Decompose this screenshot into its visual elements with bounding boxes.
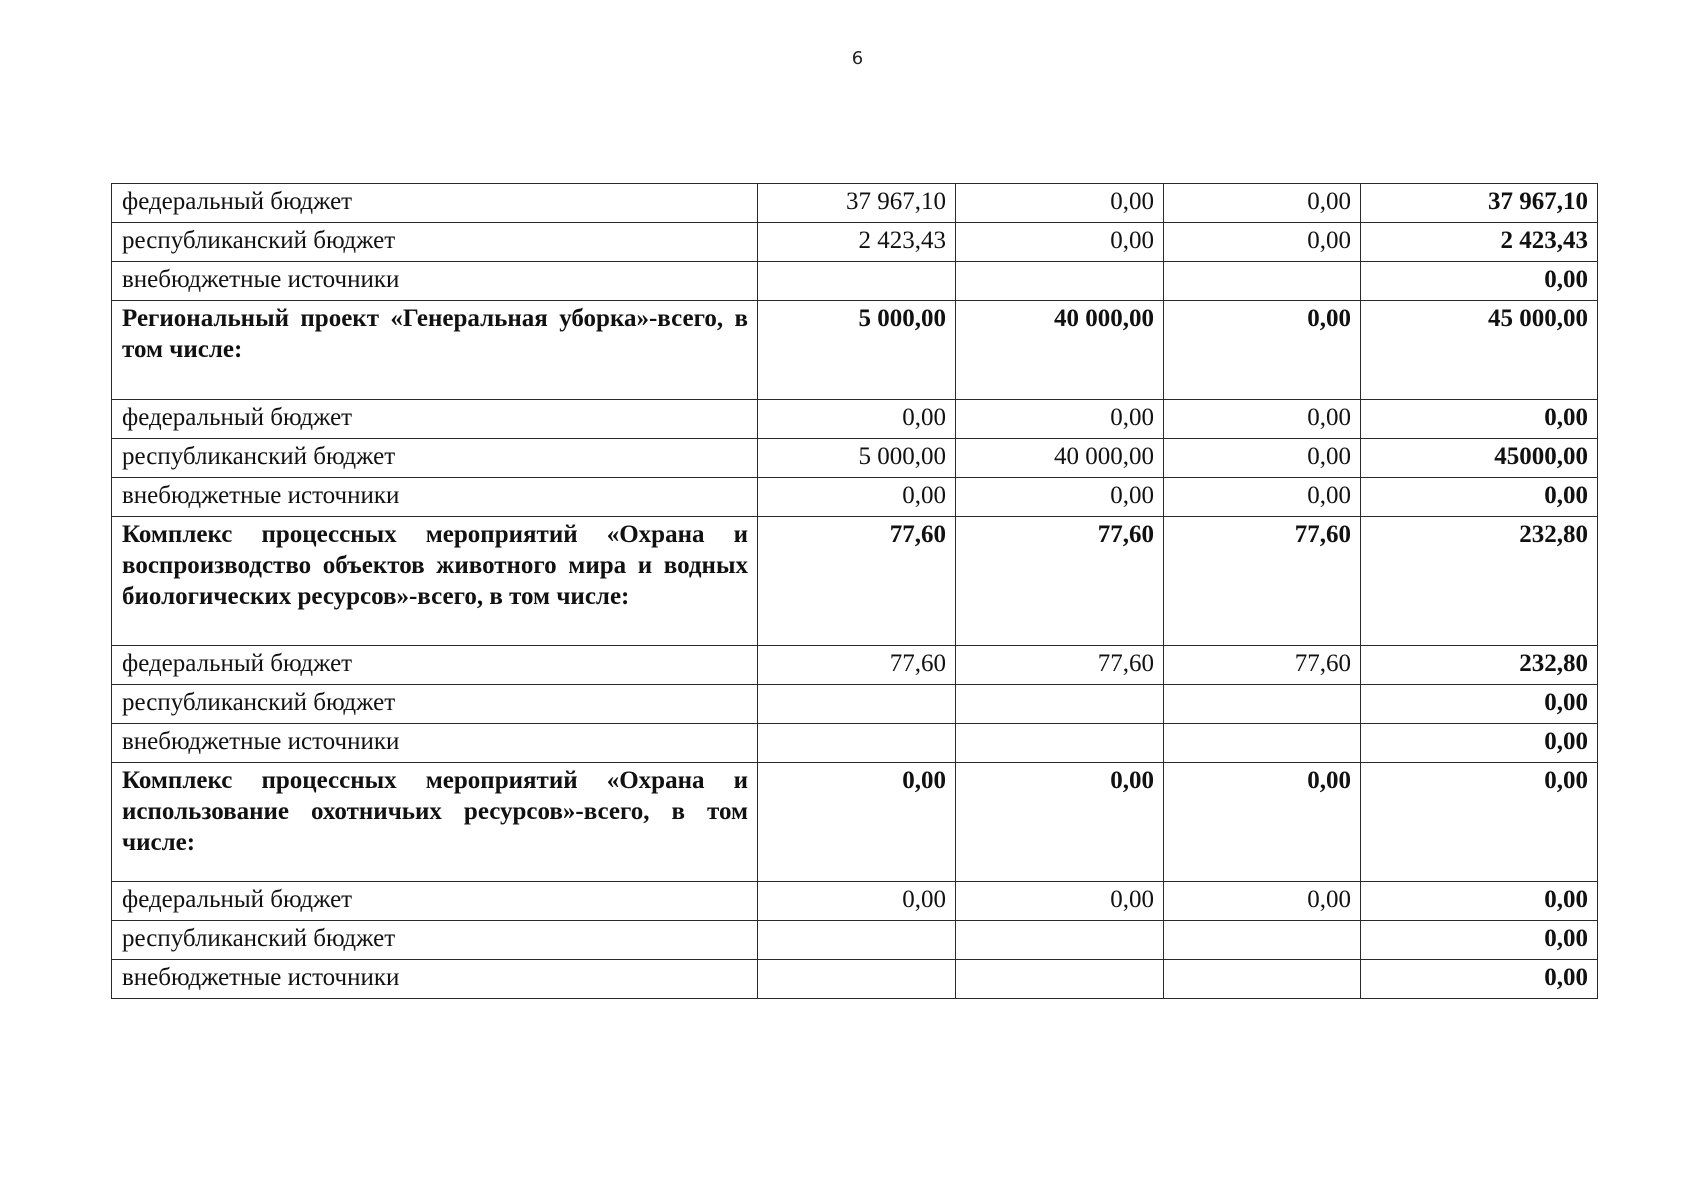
section-header-row (112, 301, 1598, 400)
total-cell: 0,00 (1361, 478, 1598, 517)
total-cell: 232,80 (1361, 646, 1598, 685)
total-cell: 45 000,00 (1361, 301, 1598, 400)
value-cell (1164, 262, 1361, 301)
value-cell: 0,00 (758, 763, 956, 882)
row-label: внебюджетные источники (112, 960, 758, 999)
section-title: Комплекс процессных мероприятий «Охрана и воспроизводство объектов животного мира и водных биологических ресурсов»-всего, в том числе: (112, 517, 758, 646)
row-label: республиканский бюджет (112, 921, 758, 960)
table-row (112, 400, 1598, 439)
value-cell (758, 921, 956, 960)
table-row (112, 439, 1598, 478)
row-label: внебюджетные источники (112, 724, 758, 763)
value-cell (1164, 960, 1361, 999)
value-cell (956, 960, 1164, 999)
section-title: Комплекс процессных мероприятий «Охрана и использование охотничьих ресурсов»-всего, в том числе: (112, 763, 758, 882)
value-cell (956, 921, 1164, 960)
value-cell: 40 000,00 (956, 439, 1164, 478)
value-cell: 0,00 (956, 882, 1164, 921)
table-row (112, 685, 1598, 724)
total-cell: 45000,00 (1361, 439, 1598, 478)
value-cell: 0,00 (956, 223, 1164, 262)
row-label: внебюджетные источники (112, 478, 758, 517)
value-cell: 5 000,00 (758, 301, 956, 400)
value-cell: 0,00 (1164, 882, 1361, 921)
value-cell: 0,00 (956, 184, 1164, 223)
table-row (112, 646, 1598, 685)
value-cell: 0,00 (758, 882, 956, 921)
value-cell: 77,60 (1164, 646, 1361, 685)
value-cell: 2 423,43 (758, 223, 956, 262)
value-cell (956, 685, 1164, 724)
row-label: республиканский бюджет (112, 223, 758, 262)
total-cell: 0,00 (1361, 763, 1598, 882)
total-cell: 0,00 (1361, 262, 1598, 301)
value-cell (758, 262, 956, 301)
value-cell: 0,00 (758, 400, 956, 439)
value-cell: 77,60 (758, 517, 956, 646)
value-cell: 77,60 (758, 646, 956, 685)
value-cell: 77,60 (1164, 517, 1361, 646)
value-cell (758, 960, 956, 999)
total-cell: 0,00 (1361, 921, 1598, 960)
value-cell: 77,60 (956, 517, 1164, 646)
row-label: внебюджетные источники (112, 262, 758, 301)
total-cell: 0,00 (1361, 882, 1598, 921)
value-cell: 0,00 (1164, 763, 1361, 882)
value-cell: 40 000,00 (956, 301, 1164, 400)
value-cell: 0,00 (758, 478, 956, 517)
table-row (112, 262, 1598, 301)
value-cell (956, 262, 1164, 301)
total-cell: 37 967,10 (1361, 184, 1598, 223)
value-cell (1164, 685, 1361, 724)
value-cell: 0,00 (1164, 400, 1361, 439)
budget-table (111, 183, 1598, 999)
value-cell (1164, 921, 1361, 960)
total-cell: 0,00 (1361, 685, 1598, 724)
total-cell: 0,00 (1361, 724, 1598, 763)
row-label: федеральный бюджет (112, 882, 758, 921)
value-cell: 0,00 (1164, 301, 1361, 400)
value-cell: 0,00 (1164, 478, 1361, 517)
total-cell: 0,00 (1361, 400, 1598, 439)
value-cell: 0,00 (1164, 223, 1361, 262)
total-cell: 0,00 (1361, 960, 1598, 999)
value-cell (1164, 724, 1361, 763)
table-row (112, 960, 1598, 999)
value-cell: 0,00 (956, 478, 1164, 517)
table-row (112, 882, 1598, 921)
table-row (112, 478, 1598, 517)
table-row (112, 724, 1598, 763)
value-cell: 37 967,10 (758, 184, 956, 223)
page-number: 6 (851, 48, 864, 69)
value-cell (758, 685, 956, 724)
table-row (112, 223, 1598, 262)
value-cell: 0,00 (956, 400, 1164, 439)
value-cell: 0,00 (956, 763, 1164, 882)
value-cell: 77,60 (956, 646, 1164, 685)
row-label: республиканский бюджет (112, 685, 758, 724)
total-cell: 2 423,43 (1361, 223, 1598, 262)
value-cell: 0,00 (1164, 184, 1361, 223)
row-label: федеральный бюджет (112, 184, 758, 223)
row-label: республиканский бюджет (112, 439, 758, 478)
value-cell (758, 724, 956, 763)
row-label: федеральный бюджет (112, 646, 758, 685)
value-cell: 5 000,00 (758, 439, 956, 478)
table-row (112, 921, 1598, 960)
value-cell: 0,00 (1164, 439, 1361, 478)
section-header-row (112, 763, 1598, 882)
section-title: Региональный проект «Генеральная уборка»-всего, в том числе: (112, 301, 758, 400)
total-cell: 232,80 (1361, 517, 1598, 646)
value-cell (956, 724, 1164, 763)
table-row (112, 184, 1598, 223)
section-header-row (112, 517, 1598, 646)
row-label: федеральный бюджет (112, 400, 758, 439)
